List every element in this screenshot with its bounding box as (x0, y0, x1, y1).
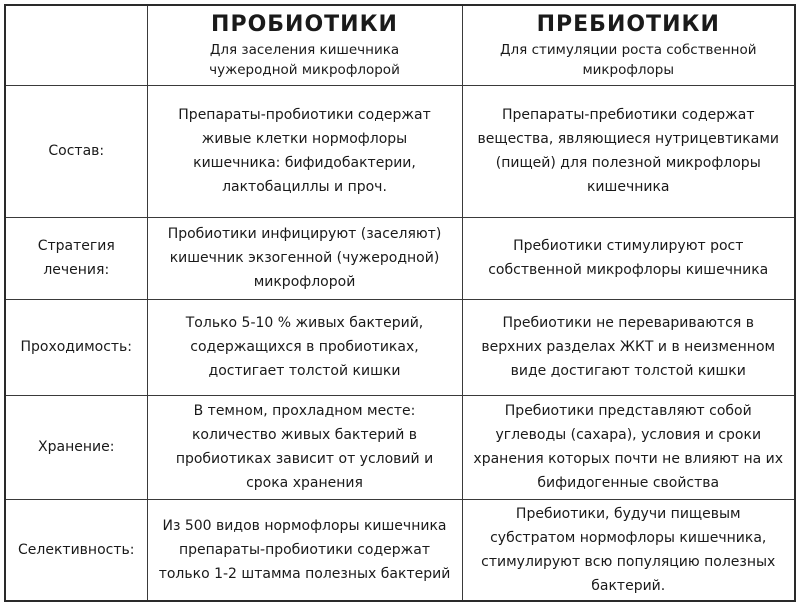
corner-cell (5, 5, 147, 85)
row-label-composition: Состав: (5, 85, 147, 217)
table-row (5, 299, 795, 395)
probiotics-title: ПРОБИОТИКИ (211, 12, 398, 38)
prebiotics-storage-text: Пребиотики представляют собой углеводы (сахара), условия и сроки хранения которых почти не влияют на их бифидогенные свойства (473, 403, 784, 491)
probiotics-header (147, 5, 462, 85)
probiotics-cell (147, 299, 462, 395)
prebiotics-subtitle: Для стимуляции роста собственной микрофлоры (499, 42, 757, 79)
prebiotics-strategy-text: Пребиотики стимулируют рост собственной микрофлоры кишечника (488, 238, 769, 278)
probiotics-cell (147, 395, 462, 499)
row-label-storage: Хранение: (5, 395, 147, 499)
prebiotics-cell (462, 299, 795, 395)
table-row (5, 217, 795, 299)
probiotics-subtitle: Для заселения кишечника чужеродной микрофлорой (209, 42, 400, 79)
probiotics-composition-text: Препараты-пробиотики содержат живые клетки нормофлоры кишечника: бифидобактерии, лактобациллы и проч. (178, 107, 431, 195)
probiotics-cell (147, 85, 462, 217)
prebiotics-composition-text: Препараты-пребиотики содержат вещества, являющиеся нутрицевтиками (пищей) для полезной микрофлоры кишечника (477, 107, 779, 195)
table-row (5, 499, 795, 601)
probiotics-storage-text: В темном, прохладном месте: количество живых бактерий в пробиотиках зависит от условий и срока хранения (175, 403, 434, 491)
prebiotics-cell (462, 395, 795, 499)
table-row (5, 85, 795, 217)
probiotics-strategy-text: Пробиотики инфицируют (заселяют) кишечник экзогенной (чужеродной) микрофлорой (167, 226, 442, 290)
row-label-selectivity: Селективность: (5, 499, 147, 601)
row-label-passability: Проходимость: (5, 299, 147, 395)
prebiotics-cell (462, 499, 795, 601)
probiotics-cell (147, 217, 462, 299)
prebiotics-cell (462, 217, 795, 299)
prebiotics-cell (462, 85, 795, 217)
table-row (5, 395, 795, 499)
prebiotics-header (462, 5, 795, 85)
comparison-table (4, 4, 796, 602)
probiotics-cell (147, 499, 462, 601)
header-row (5, 5, 795, 85)
probiotics-selectivity-text: Из 500 видов нормофлоры кишечника препараты-пробиотики содержат только 1-2 штамма полезных бактерий (158, 517, 451, 582)
prebiotics-title: ПРЕБИОТИКИ (536, 12, 720, 38)
row-label-strategy: Стратегия лечения: (5, 217, 147, 299)
prebiotics-passability-text: Пребиотики не перевариваются в верхних разделах ЖКТ и в неизменном виде достигают толстой кишки (481, 315, 776, 379)
prebiotics-selectivity-text: Пребиотики, будучи пищевым субстратом нормофлоры кишечника, стимулируют всю популяцию полезных бактерий. (481, 505, 776, 594)
probiotics-passability-text: Только 5-10 % живых бактерий, содержащихся в пробиотиках, достигает толстой кишки (185, 315, 424, 379)
